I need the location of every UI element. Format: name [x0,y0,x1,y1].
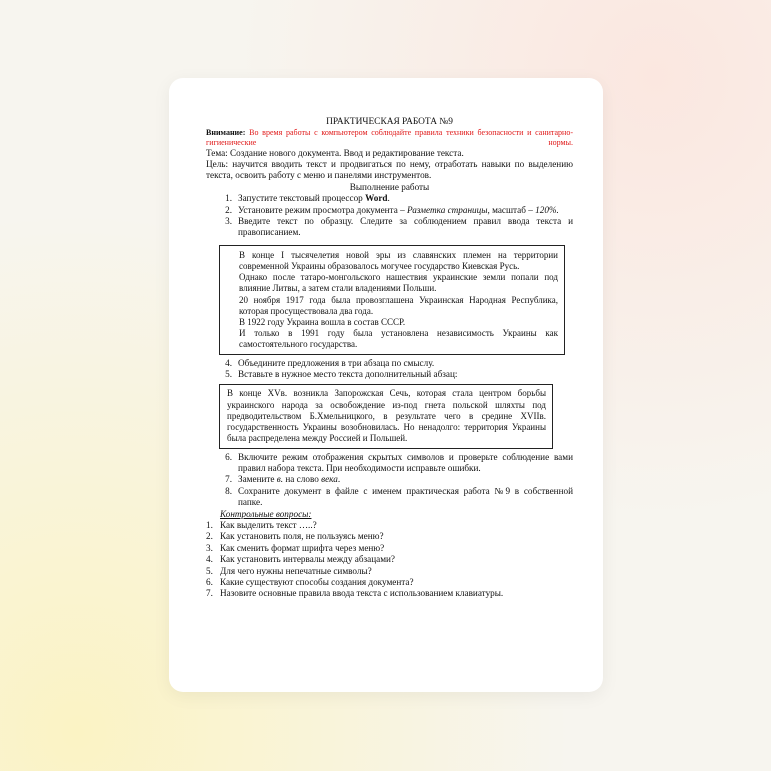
goal-line: Цель: научится вводить текст и продвигаться по нему, отработать навыки по выделению текста, освоить работу с меню и панелями инструментов. [206,159,573,181]
list-item: 6. Включите режим отображения скрытых символов и проверьте соблюдение вами правил набора текста. При необходимости исправьте ошибки. [225,451,573,473]
control-questions-heading: Контрольные вопросы: [220,508,312,519]
extra-paragraph-box: В конце XVв. возникла Запорожская Сечь, которая стала центром борьбы украинского народа за освобождение из-под гнета польской шляхты под предводительством Б.Хмельницкого, в результате чего в средине XVIIв. государственность Украины возобновилась. Но ненадолго: территория Украины была распределена между Россией и Польшей. [219,384,553,448]
steps-list [206,193,573,239]
box-paragraph: 20 ноября 1917 года была провозглашена Украинская Народная Республика, которая просуществовала два года. [239,294,558,316]
steps-list-3 [206,452,573,509]
warning-note [206,128,573,147]
list-item: 3. Введите текст по образцу. Следите за соблюдением правил ввода текста и правописанием. [225,216,573,238]
steps-list-2 [206,358,573,381]
list-item: 1. Запустите текстовый процессор Word. [225,193,390,204]
warning-text: Во время работы с компьютером соблюдайте правила техники безопасности и санитарно-гигиенические [206,128,573,147]
question-item: 5. Для чего нужны непечатные символы? [206,565,372,576]
box-paragraph: В 1922 году Украина вошла в состав СССР. [239,317,406,328]
question-item: 2. Как установить поля, не пользуясь меню? [206,531,384,542]
document-content [206,117,573,600]
list-item: 8. Сохраните документ в файле с именем практическая работа №9 в собственной папке. [225,485,573,508]
doc-title: ПРАКТИЧЕСКАЯ РАБОТА №9 [326,117,453,127]
question-item: 3. Как сменить формат шрифта через меню? [206,542,385,553]
warning-label: Внимание: [206,128,246,138]
list-item: 4. Объедините предложения в три абзаца по смыслу. [225,357,435,368]
question-item: 1. Как выделить текст …..? [206,519,317,530]
list-item: 7. Замените в. на слово века. [225,474,341,485]
questions-list [206,520,573,600]
topic-line: Тема: Создание нового документа. Ввод и редактирование текста. [206,147,464,158]
question-item: 4. Как установить интервалы между абзацами? [206,554,396,565]
list-item: 5. Вставьте в нужное место текста дополнительный абзац: [225,369,458,380]
warning-tail: нормы. [548,138,573,147]
question-item: 6. Какие существуют способы создания документа? [206,576,414,587]
section-heading: Выполнение работы [349,181,430,192]
document-page [169,78,603,692]
box-paragraph: В конце I тысячелетия новой эры из славянских племен на территории современной Украины образовалось могучее государство Киевская Русь. [239,249,558,272]
sample-text-box [219,245,565,355]
box-paragraph: И только в 1991 году была установлена независимость Украины как самостоятельного государства. [239,328,558,350]
box-paragraph: Однако после татаро-монгольского нашествия украинские земли попали под влияние Литвы, а затем стали владениями Польши. [239,272,558,294]
list-item: 2. Установите режим просмотра документа – Разметка страницы, масштаб – 120%. [225,204,559,215]
question-item: 7. Назовите основные правила ввода текста с использованием клавиатуры. [206,588,504,599]
